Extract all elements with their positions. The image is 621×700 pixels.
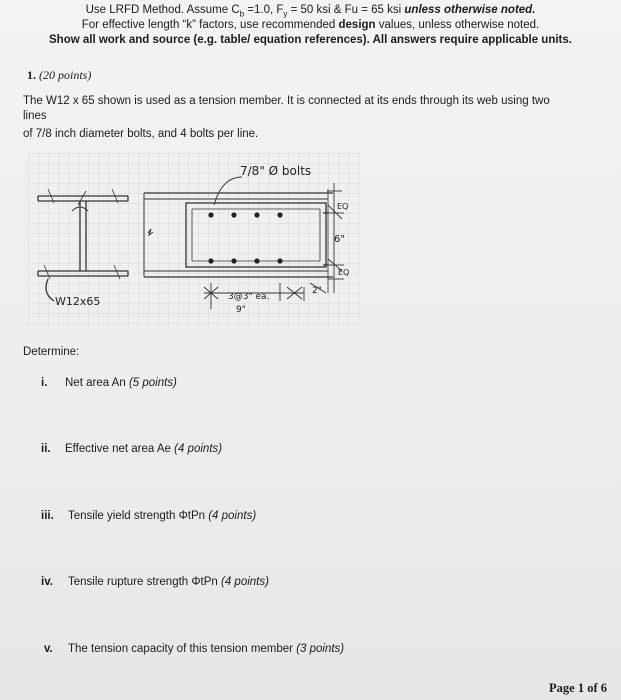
bolt (208, 212, 213, 217)
instructions-line-2 (0, 19, 621, 31)
item-number: ii. (41, 443, 51, 455)
bolt (277, 258, 282, 263)
question-points: (20 points) (39, 68, 92, 82)
section-label: W12x65 (55, 295, 101, 308)
spacing-label: 3@3" ea. (228, 292, 270, 302)
instr-subscript: y (283, 9, 288, 19)
item-points: (4 points) (208, 510, 257, 522)
page-number: Page 1 of 6 (549, 681, 607, 695)
sub-question-iii (41, 510, 256, 522)
item-number: iii. (41, 510, 54, 522)
item-number: iv. (41, 576, 53, 588)
length-label: 9" (236, 305, 246, 315)
item-text: The tension capacity of this tension member (68, 643, 297, 655)
sub-question-v (44, 643, 344, 655)
item-points: (5 points) (128, 377, 177, 389)
bolt (208, 258, 213, 263)
sub-question-i (41, 377, 177, 389)
instructions-line-3: Show all work and source (e.g. table/ equation references). All answers require applicable units. (49, 34, 572, 46)
item-points: (4 points) (221, 576, 269, 588)
question-text-line-1: The W12 x 65 shown is used as a tension member. It is connected at its ends through its web using two (23, 95, 550, 107)
item-text: Net area An (65, 377, 129, 389)
bolt (254, 258, 259, 263)
question-title (27, 68, 91, 83)
instr-subscript: b (239, 9, 245, 19)
item-points: (4 points) (174, 443, 223, 455)
item-text: Tensile rupture strength ΦtPn (68, 576, 222, 588)
item-number: v. (44, 643, 53, 655)
end-distance-label: 2" (312, 286, 322, 296)
connection-sketch (28, 153, 360, 325)
instr-text: Use LRFD Method. Assume C (85, 4, 240, 16)
bolt (231, 258, 236, 263)
item-number: i. (41, 377, 48, 389)
instr-text: For effective length “k” factors, use recommended (81, 19, 339, 31)
item-text: Tensile yield strength ΦtPn (68, 510, 209, 522)
sub-question-ii (41, 443, 222, 455)
item-text: Effective net area Ae (65, 443, 175, 455)
instructions-line-1 (0, 4, 621, 18)
eq-bottom-label: EQ (338, 268, 350, 277)
eq-top-label: EQ (337, 202, 349, 211)
instr-emphasis: unless otherwise noted. (404, 4, 536, 16)
bolts-label: 7/8" Ø bolts (240, 164, 312, 178)
instr-text: = 50 ksi & Fu = 65 ksi (287, 4, 405, 16)
instr-text: =1.0, F (244, 4, 284, 16)
determine-label: Determine: (23, 346, 80, 358)
question-text-line-2: lines (23, 110, 47, 122)
gage-label: 6" (334, 234, 345, 245)
bolt (231, 212, 236, 217)
bolt (254, 212, 259, 217)
question-text-line-3: of 7/8 inch diameter bolts, and 4 bolts per line. (23, 128, 259, 140)
instr-text: values, unless otherwise noted. (375, 19, 540, 31)
bolt (277, 212, 282, 217)
item-points: (3 points) (296, 643, 345, 655)
question-number: 1. (27, 68, 36, 82)
instr-emphasis: design (338, 19, 376, 31)
sub-question-iv (41, 576, 269, 588)
